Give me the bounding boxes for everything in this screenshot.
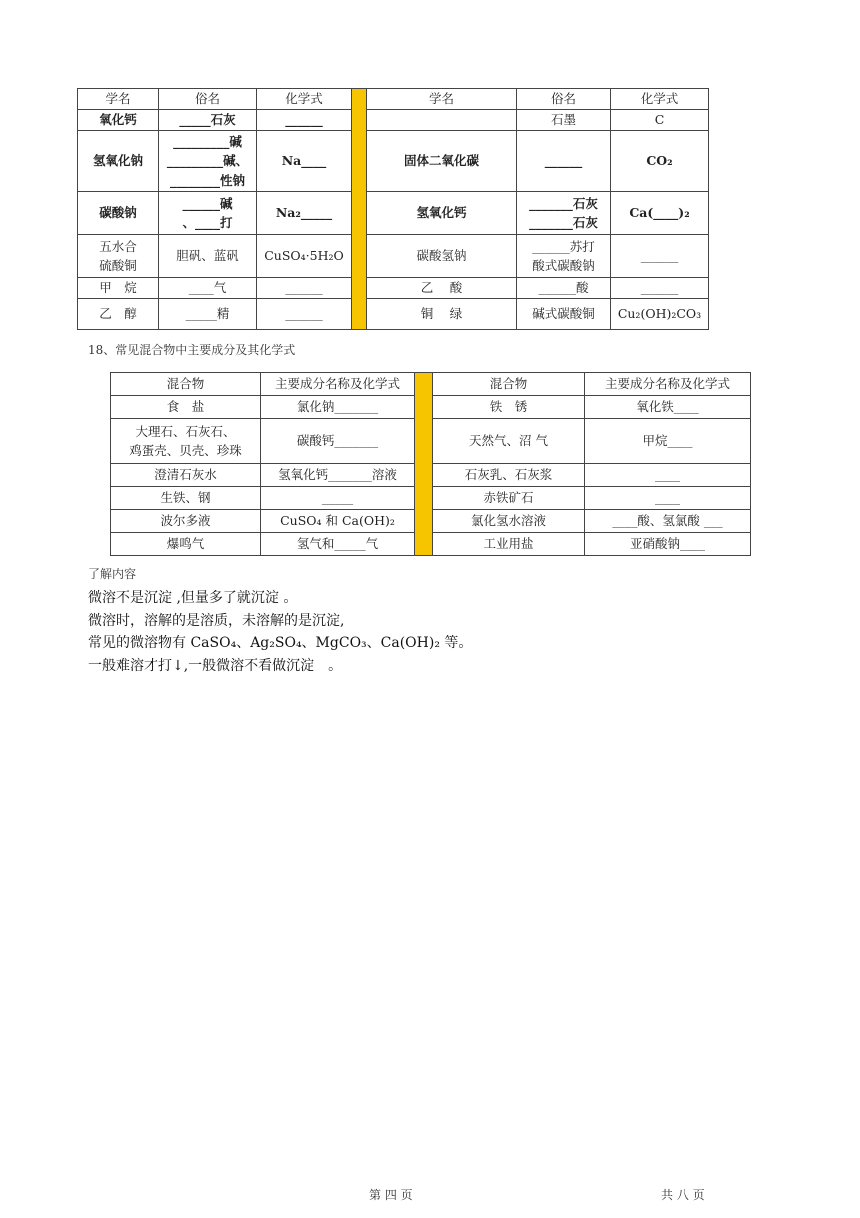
t1-cell-r1-c2: ______: [257, 110, 352, 131]
table-header-row: [78, 89, 709, 110]
table-header-row: [111, 373, 751, 396]
t1-cell-r2-c3: 固体二氧化碳: [367, 131, 517, 192]
t1-cell-r4-c2: CuSO₄·5H₂O: [257, 235, 352, 278]
t1-cell-r1-c1: _____石灰: [159, 110, 257, 131]
t1-cell-r0-c0: 学名: [78, 89, 159, 110]
t2-cell-r0-c0: 混合物: [111, 373, 261, 396]
t2-cell-r3-c0: 澄清石灰水: [111, 464, 261, 487]
note-line-3: 常见的微溶物有 CaSO₄、Ag₂SO₄、MgCO₃、Ca(OH)₂ 等。: [88, 635, 473, 651]
t2-cell-r6-c1: 氢气和_____气: [261, 533, 415, 556]
t2-cell-r0-c1: 主要成分名称及化学式: [261, 373, 415, 396]
t2-cell-r0-c3: 主要成分名称及化学式: [585, 373, 751, 396]
t1-cell-r5-c4: ______酸: [517, 278, 611, 299]
table-row: [78, 299, 709, 330]
t1-cell-r0-c5: 化学式: [611, 89, 709, 110]
table-row: [78, 131, 709, 192]
t1-cell-r0-c3: 学名: [367, 89, 517, 110]
t1-cell-r6-c1: _____精: [159, 299, 257, 330]
t1-cell-r1-c3: [367, 110, 517, 131]
t1-cell-r0-c2: 化学式: [257, 89, 352, 110]
note-line-4: 一般难溶才打↓,一般微溶不看做沉淀 。: [88, 657, 343, 674]
t2-cell-r4-c0: 生铁、钢: [111, 487, 261, 510]
t1-cell-r0-c1: 俗名: [159, 89, 257, 110]
page-total: 共 八 页: [661, 1188, 705, 1202]
t1-cell-r6-c4: 碱式碳酸铜: [517, 299, 611, 330]
t1-cell-r4-c3: 碳酸氢钠: [367, 235, 517, 278]
t2-cell-r1-c1: 氯化钠_______: [261, 396, 415, 419]
separator-column: [352, 89, 367, 330]
t1-cell-r5-c5: ______: [611, 278, 709, 299]
t1-cell-r6-c3: 铜 绿: [367, 299, 517, 330]
note-line-2: 微溶时，溶解的是溶质，未溶解的是沉淀,: [88, 612, 345, 629]
t1-cell-r5-c2: ______: [257, 278, 352, 299]
t2-cell-r6-c2: 工业用盐: [433, 533, 585, 556]
table-row: [78, 110, 709, 131]
t2-cell-r3-c2: 石灰乳、石灰浆: [433, 464, 585, 487]
t1-cell-r5-c1: ____气: [159, 278, 257, 299]
t2-cell-r5-c0: 波尔多液: [111, 510, 261, 533]
t1-cell-r3-c5: Ca(____)₂: [611, 192, 709, 235]
t1-cell-r3-c3: 氢氧化钙: [367, 192, 517, 235]
page-number: 第 四 页: [369, 1188, 413, 1202]
section-18-title: 18、常见混合物中主要成分及其化学式: [88, 343, 296, 357]
t1-cell-r1-c5: C: [611, 110, 709, 131]
t1-cell-r4-c0: 五水合 硫酸铜: [78, 235, 159, 278]
t2-cell-r2-c1: 碳酸钙_______: [261, 419, 415, 464]
t1-cell-r6-c2: ______: [257, 299, 352, 330]
table-row: [78, 192, 709, 235]
t1-cell-r3-c0: 碳酸钠: [78, 192, 159, 235]
t1-cell-r3-c2: Na₂_____: [257, 192, 352, 235]
t1-cell-r3-c4: _______石灰 _______石灰: [517, 192, 611, 235]
t1-cell-r4-c4: ______苏打 酸式碳酸钠: [517, 235, 611, 278]
notes-heading: 了解内容: [88, 567, 137, 581]
t1-cell-r4-c5: ______: [611, 235, 709, 278]
t1-cell-r2-c1: _________碱 _________碱、 ________性钠: [159, 131, 257, 192]
t2-cell-r2-c2: 天然气、沼 气: [433, 419, 585, 464]
note-line-1: 微溶不是沉淀 ,但量多了就沉淀 。: [88, 590, 298, 606]
t2-cell-r1-c0: 食 盐: [111, 396, 261, 419]
t2-cell-r3-c1: 氢氧化钙_______溶液: [261, 464, 415, 487]
t1-cell-r1-c0: 氧化钙: [78, 110, 159, 131]
t2-cell-r4-c2: 赤铁矿石: [433, 487, 585, 510]
t2-cell-r4-c3: ____: [585, 487, 751, 510]
notes-block: [88, 587, 472, 677]
t2-cell-r6-c0: 爆鸣气: [111, 533, 261, 556]
common-names-table: [77, 88, 709, 330]
t2-cell-r5-c3: ____酸、氢氯酸 ___: [585, 510, 751, 533]
t1-cell-r1-c4: 石墨: [517, 110, 611, 131]
mixtures-table: [110, 372, 751, 556]
t2-cell-r2-c3: 甲烷____: [585, 419, 751, 464]
t1-cell-r6-c5: Cu₂(OH)₂CO₃: [611, 299, 709, 330]
t1-cell-r2-c5: CO₂: [611, 131, 709, 192]
t2-cell-r5-c2: 氯化氢水溶液: [433, 510, 585, 533]
t1-cell-r6-c0: 乙 醇: [78, 299, 159, 330]
t1-cell-r5-c0: 甲 烷: [78, 278, 159, 299]
t1-cell-r2-c0: 氢氧化钠: [78, 131, 159, 192]
t1-cell-r0-c4: 俗名: [517, 89, 611, 110]
t2-cell-r3-c3: ____: [585, 464, 751, 487]
t2-cell-r0-c2: 混合物: [433, 373, 585, 396]
t1-cell-r4-c1: 胆矾、蓝矾: [159, 235, 257, 278]
t1-cell-r2-c2: Na____: [257, 131, 352, 192]
t1-cell-r5-c3: 乙 酸: [367, 278, 517, 299]
t2-cell-r6-c3: 亚硝酸钠____: [585, 533, 751, 556]
t2-cell-r5-c1: CuSO₄ 和 Ca(OH)₂: [261, 510, 415, 533]
t1-cell-r2-c4: ______: [517, 131, 611, 192]
t2-cell-r1-c3: 氧化铁____: [585, 396, 751, 419]
t2-cell-r1-c2: 铁 锈: [433, 396, 585, 419]
table-row: [78, 278, 709, 299]
t2-cell-r4-c1: _____: [261, 487, 415, 510]
t1-cell-r3-c1: ______碱 、____打: [159, 192, 257, 235]
table-row: [78, 235, 709, 278]
t2-cell-r2-c0: 大理石、石灰石、 鸡蛋壳、贝壳、珍珠: [111, 419, 261, 464]
separator-column: [415, 373, 433, 556]
